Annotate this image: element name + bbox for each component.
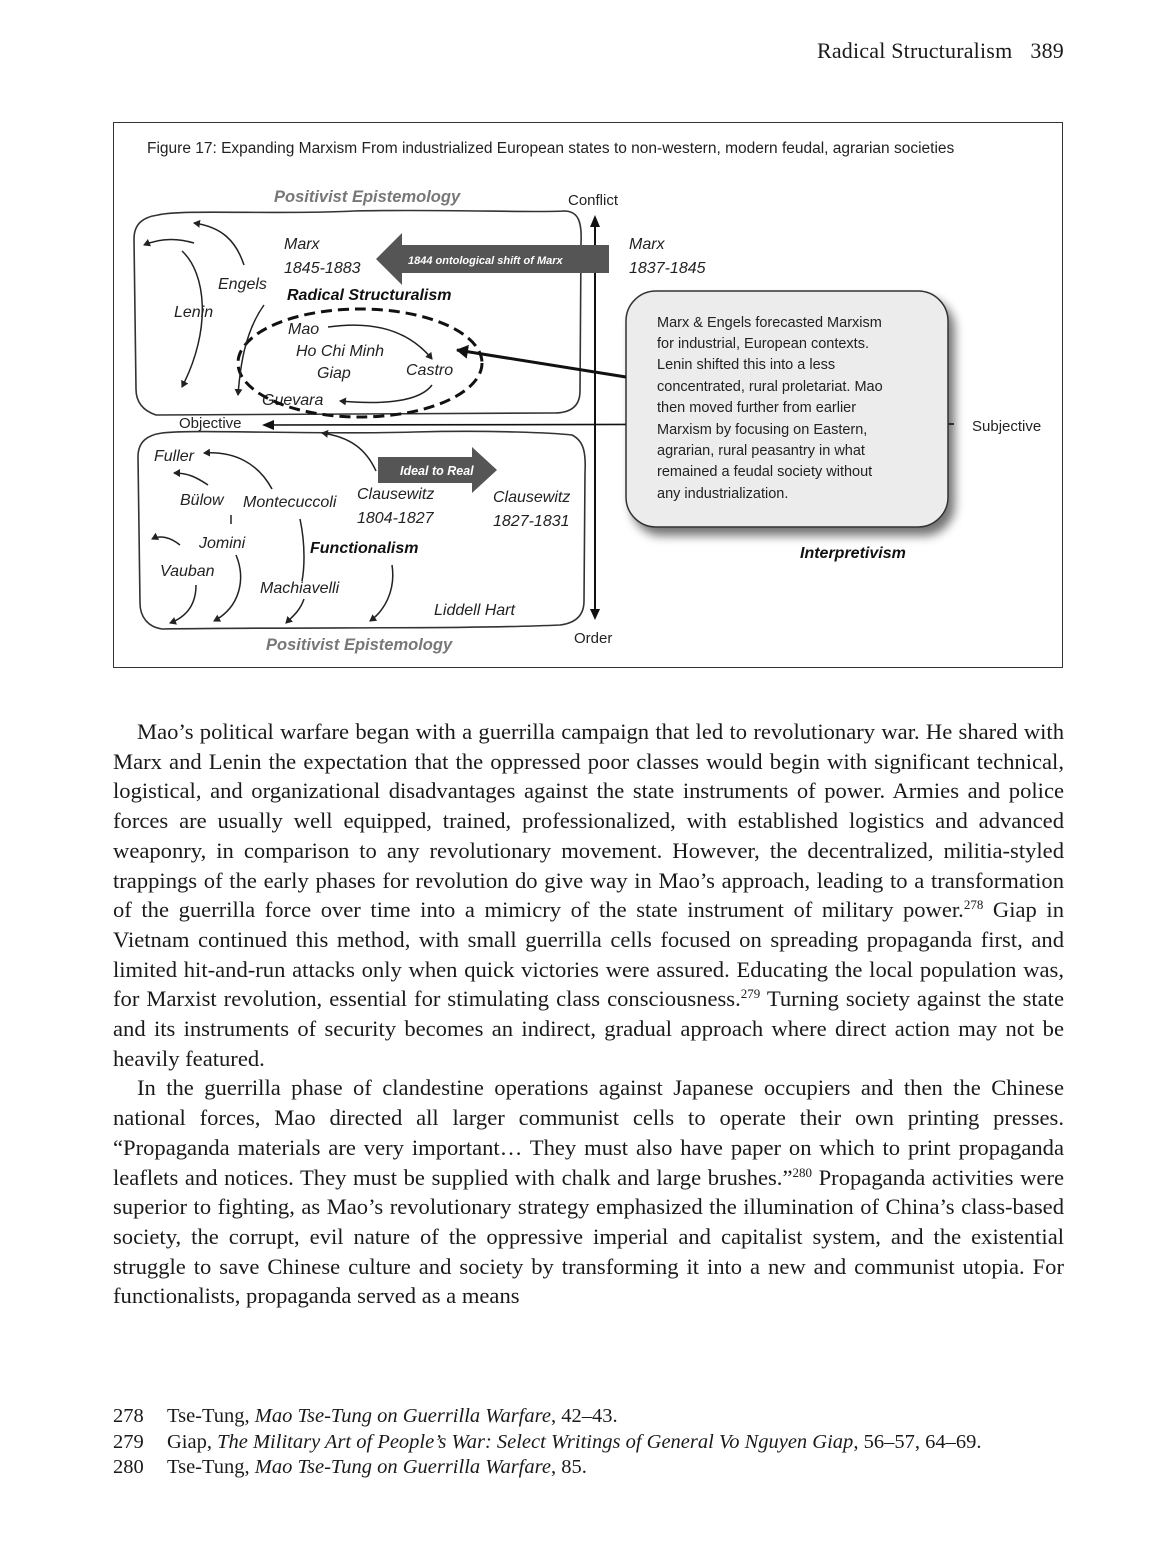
- footnote: 279 Giap, The Military Art of People’s War: Select Writings of General Vo Nguyen Giap, 56–57, 64–69.: [113, 1430, 1064, 1456]
- callout-line: agrarian, rural peasantry in what: [657, 443, 865, 459]
- footnote-title: Mao Tse-Tung on Guerrilla Warfare: [254, 1405, 551, 1427]
- name-marx-early: Marx: [629, 236, 665, 253]
- running-head-title: Radical Structuralism: [816, 38, 1013, 63]
- name-engels: Engels: [218, 276, 267, 293]
- axis-label-order: Order: [574, 630, 613, 647]
- line-montecuccoli-machiavelli: [300, 519, 304, 581]
- name-castro: Castro: [406, 362, 454, 379]
- epistemology-label-bottom: Positivist Epistemology: [266, 636, 453, 654]
- name-guevara: Guevara: [262, 392, 324, 409]
- quadrant-label-functionalism: Functionalism: [310, 540, 419, 557]
- name-liddell-hart: Liddell Hart: [434, 602, 515, 619]
- callout-line: Marx & Engels forecasted Marxism: [657, 315, 882, 331]
- years-marx-early: 1837-1845: [629, 260, 706, 277]
- callout-line: concentrated, rural proletariat. Mao: [657, 379, 883, 395]
- footnote-ref-279[interactable]: 279: [740, 986, 761, 1002]
- name-jomini: Jomini: [199, 535, 246, 552]
- footnote-number: 278: [113, 1405, 144, 1427]
- arrow-montecuccoli-fuller: [204, 453, 272, 489]
- figure-17: [113, 122, 1063, 668]
- page-number: 389: [1030, 38, 1064, 63]
- name-marx-late: Marx: [284, 236, 320, 253]
- ideal-to-real-label: Ideal to Real: [400, 464, 474, 478]
- axis-arrow-up: [590, 215, 600, 227]
- callout-line: Lenin shifted this into a less: [657, 357, 836, 373]
- arrow-jomini-left: [152, 537, 180, 545]
- paragraph-1: Mao’s political warfare began with a guerrilla campaign that led to revolutionary war. He shared with Marx and Lenin the expectation that the oppressed poor classes would begin with significant technical, logistical, and organizational disadvantages against the state instruments of power. Armies and police forces are usually well equipped, trained, professionalized, with established logistics and advanced weaponry, in comparison to any revolutionary movement. However, the decentralized, militia-styled trappings of the early phases for revolution do give way in Mao’s approach, leading to a transformation of the guerrilla force over time into a mimicry of the state instrument of military power.$^{278}$ Giap in Vietnam continued this method, with small guerrilla cells focused on spreading propaganda first, and limited hit-and-run attacks only when quick victories were assured. Educating the local population was, for Marxist revolution, essential for stimulating class consciousness.$^{279}$ Turning society against the state and its instruments of security becomes an indirect, gradual approach where direct action may not be heavily featured.: [113, 719, 1065, 1071]
- quadrant-label-interpretivism: Interpretivism: [800, 545, 906, 562]
- footnote-title: Mao Tse-Tung on Guerrilla Warfare: [254, 1456, 551, 1478]
- footnote-number: 280: [113, 1456, 144, 1478]
- arrow-clausewitz-ideal: [322, 433, 376, 471]
- functionalism-quadrant: [138, 431, 585, 629]
- figure-caption: Figure 17: Expanding Marxism From industrialized European states to non-western, modern feudal, agrarian societies: [147, 140, 955, 157]
- footnote-ref-278[interactable]: 278: [963, 897, 984, 913]
- arrow-mao-down: [238, 305, 264, 395]
- name-clausewitz-late: Clausewitz: [493, 489, 571, 506]
- name-mao: Mao: [288, 321, 320, 338]
- arrow-bulow-fuller: [174, 473, 208, 485]
- name-machiavelli: Machiavelli: [260, 580, 340, 597]
- axis-label-subjective: Subjective: [972, 418, 1042, 435]
- footnote-title: The Military Art of People’s War: Select Writings of General Vo Nguyen Giap: [217, 1430, 854, 1453]
- footnote-ref-280[interactable]: 280: [792, 1164, 812, 1180]
- arrow-jomini-down: [214, 555, 241, 621]
- name-giap: Giap: [317, 365, 351, 382]
- callout-line: remained a feudal society without: [657, 464, 873, 480]
- footnotes: [113, 1404, 1064, 1481]
- callout-line: then moved further from earlier: [657, 400, 857, 416]
- arrow-engels-marx: [194, 223, 244, 265]
- years-marx-late: 1845-1883: [284, 260, 361, 277]
- footnote: 280 Tse-Tung, Mao Tse-Tung on Guerrilla Warfare, 85.: [113, 1455, 1064, 1481]
- name-clausewitz-early: Clausewitz: [357, 486, 435, 503]
- arrow-lenin-left: [144, 239, 194, 245]
- arrow-liddell-hart: [370, 565, 393, 621]
- years-clausewitz-late: 1827-1831: [493, 513, 570, 530]
- axis-arrow-down: [590, 609, 600, 620]
- arrow-castro-guevara: [340, 385, 432, 402]
- name-vauban: Vauban: [160, 563, 215, 580]
- callout-line: for industrial, European contexts.: [657, 336, 869, 352]
- name-bulow: Bülow: [180, 492, 224, 509]
- quadrant-label-radical-structuralism: Radical Structuralism: [287, 287, 452, 304]
- arrow-vauban-down: [170, 585, 196, 623]
- name-montecuccoli: Montecuccoli: [243, 494, 337, 511]
- ontological-shift-label: 1844 ontological shift of Marx: [408, 255, 563, 267]
- epistemology-label-top: Positivist Epistemology: [274, 188, 461, 206]
- axis-label-objective: Objective: [179, 415, 242, 432]
- axis-arrow-left: [262, 420, 274, 430]
- name-lenin: Lenin: [174, 304, 214, 321]
- arrow-machiavelli-down: [286, 599, 304, 623]
- paragraph-2: In the guerrilla phase of clandestine operations against Japanese occupiers and then the Chinese national forces, Mao directed all larger communist cells to operate their own printing presses. “Propaganda materials are very important… They must also have paper on which to print propaganda leaflets and notices. They must be supplied with chalk and large brushes.”$^{280}$ Propaganda activities were superior to fighting, as Mao’s revolutionary strategy emphasized the illumination of China’s class-based society, the corrupt, evil nature of the oppressive imperial and capitalist system, and the existential struggle to save Chinese culture and society by transforming it into a new and communist utopia. For functionalists, propaganda served as a means: [113, 1075, 1064, 1309]
- callout-line: any industrialization.: [657, 486, 789, 502]
- axis-label-conflict: Conflict: [568, 192, 619, 209]
- callout-line: Marxism by focusing on Eastern,: [657, 422, 868, 438]
- name-ho-chi-minh: Ho Chi Minh: [296, 343, 385, 360]
- running-head: [817, 38, 1064, 64]
- years-clausewitz-early: 1804-1827: [357, 510, 434, 527]
- body-text: [113, 717, 1064, 1311]
- footnote: 278 Tse-Tung, Mao Tse-Tung on Guerrilla Warfare, 42–43.: [113, 1404, 1064, 1430]
- figure-diagram: [114, 123, 1064, 669]
- footnote-number: 279: [113, 1430, 144, 1453]
- name-fuller: Fuller: [154, 448, 195, 465]
